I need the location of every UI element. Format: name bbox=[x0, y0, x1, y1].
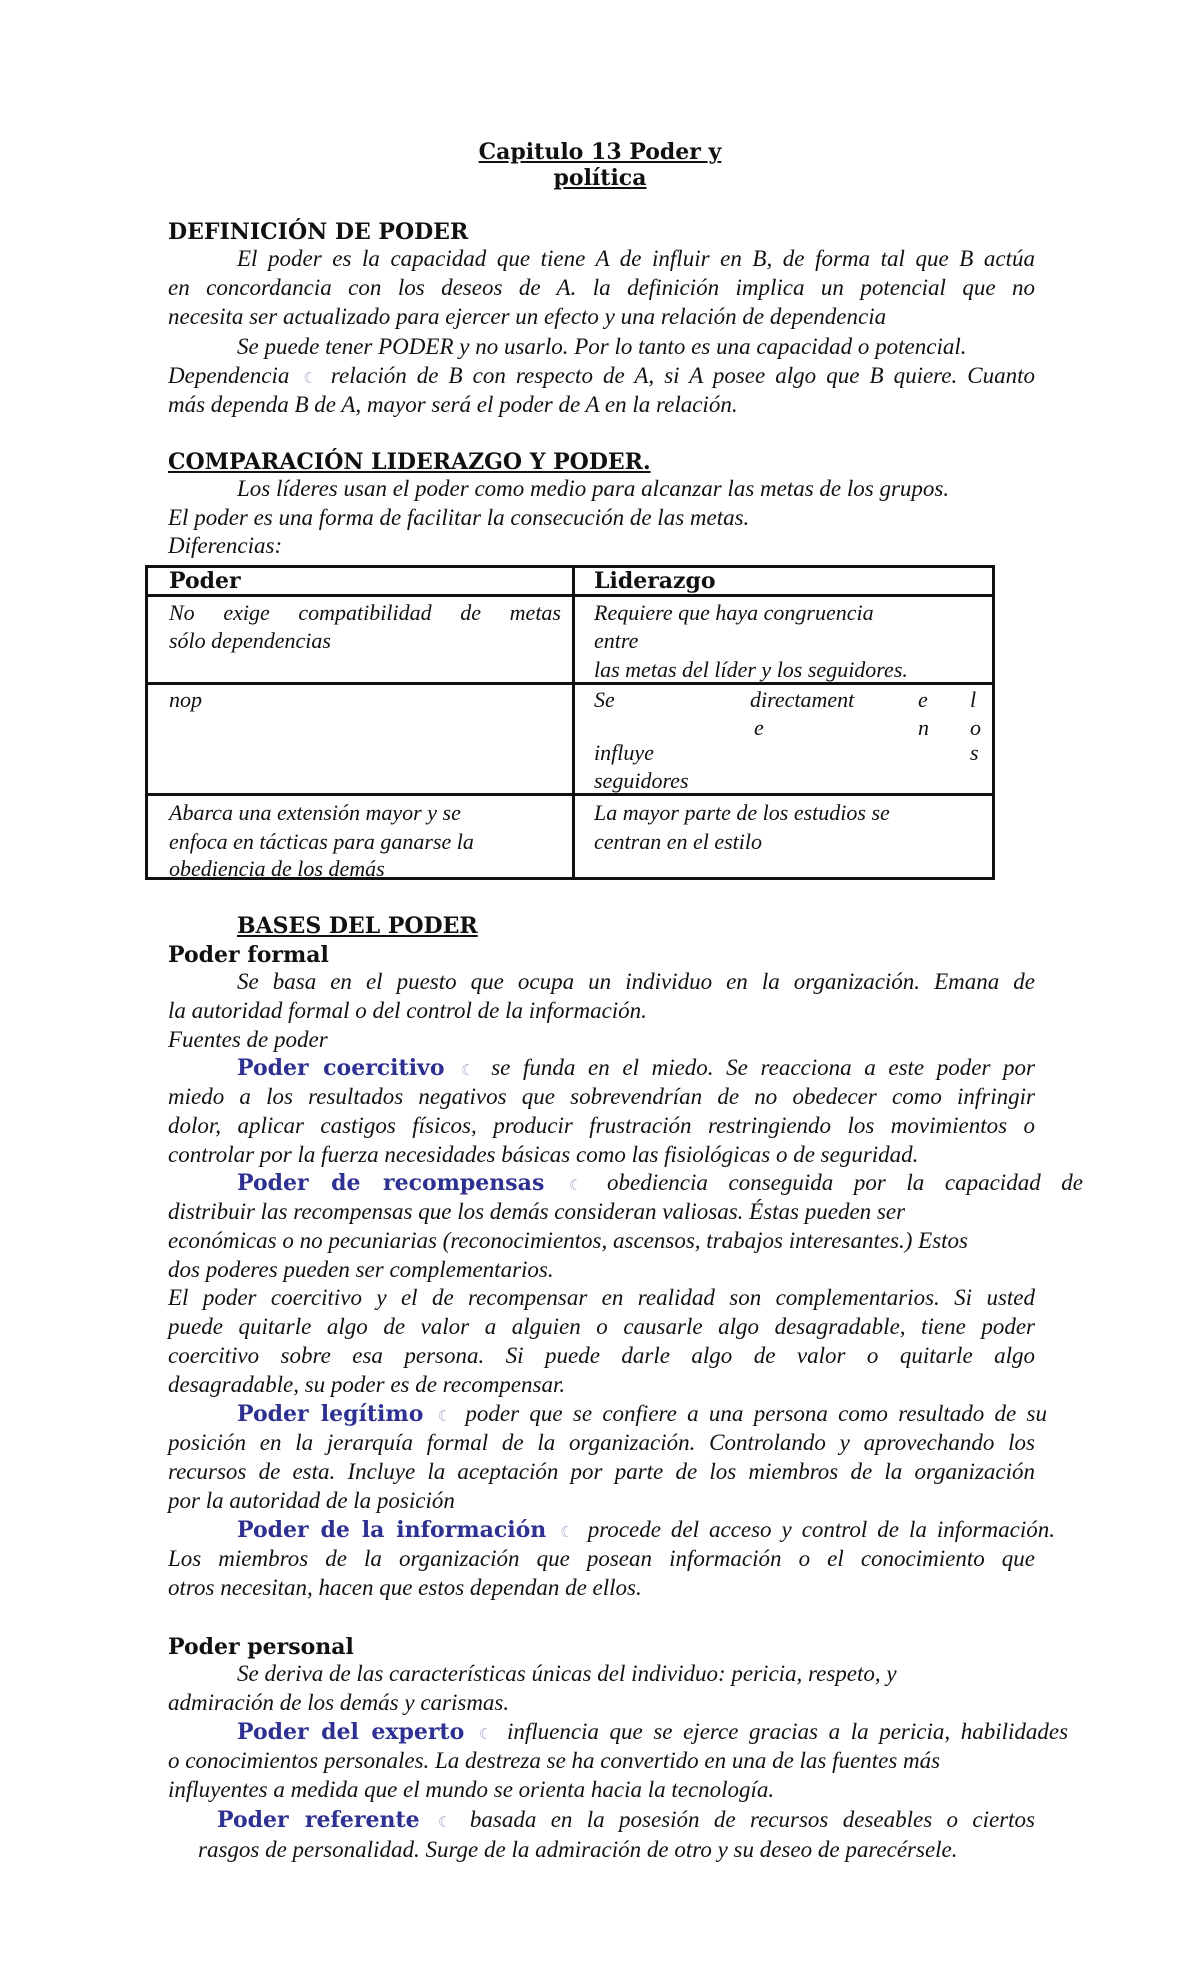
term-line-referente bbox=[217, 1807, 1035, 1837]
crescent-moon-icon: ☾ bbox=[438, 1815, 452, 1831]
table-cell: seguidores bbox=[594, 768, 689, 793]
paragraph-line: influyentes a medida que el mundo se orienta hacia la tecnología. bbox=[168, 1777, 775, 1802]
dependencia-text: relación de B con respecto de A, si A posee algo que B quiere. Cuanto bbox=[330, 363, 1036, 388]
table-cell: l bbox=[970, 687, 977, 712]
paragraph-line: Se puede tener PODER y no usarlo. Por lo tanto es una capacidad o potencial. bbox=[237, 334, 967, 359]
paragraph-line: económicas o no pecuniarias (reconocimientos, ascensos, trabajos interesantes.) Estos bbox=[168, 1228, 968, 1253]
table-column-divider bbox=[572, 568, 575, 877]
paragraph-line: Se basa en el puesto que ocupa un individuo en la organización. Emana de bbox=[237, 969, 1035, 994]
term-definition: basada en la posesión de recursos deseables o ciertos bbox=[469, 1807, 1036, 1832]
paragraph-line: distribuir las recompensas que los demás consideran valiosas. Éstas pueden ser bbox=[168, 1199, 906, 1224]
paragraph-line: controlar por la fuerza necesidades básicas como las fisiológicas o de seguridad. bbox=[168, 1142, 919, 1167]
crescent-moon-icon: ☾ bbox=[478, 1727, 493, 1743]
term-poder-recompensas: Poder de recompensas bbox=[237, 1170, 545, 1196]
table-cell: No exige compatibilidad de metas bbox=[169, 600, 561, 625]
table-divider bbox=[148, 594, 992, 597]
table-cell: nop bbox=[169, 687, 202, 712]
table-cell: Se bbox=[594, 687, 615, 712]
table-cell: s bbox=[970, 740, 979, 765]
paragraph-line: miedo a los resultados negativos que sobrevendrían de no obedecer como infringir bbox=[168, 1084, 1035, 1109]
table-cell: directament bbox=[750, 687, 855, 712]
term-line-legitimo bbox=[237, 1401, 1047, 1431]
paragraph-line: Se deriva de las características únicas del individuo: pericia, respeto, y bbox=[237, 1661, 897, 1686]
paragraph-line: dolor, aplicar castigos físicos, producir frustración restringiendo los movimientos o bbox=[168, 1113, 1035, 1138]
term-definition: procede del acceso y control de la información. bbox=[587, 1517, 1056, 1542]
paragraph-line: Fuentes de poder bbox=[168, 1027, 328, 1052]
paragraph-line: desagradable, su poder es de recompensar. bbox=[168, 1372, 566, 1397]
table-cell: influye bbox=[594, 740, 654, 765]
paragraph-line: El poder es la capacidad que tiene A de influir en B, de forma tal que B actúa bbox=[237, 246, 1035, 271]
comparison-table bbox=[145, 565, 995, 880]
table-header-poder: Poder bbox=[169, 568, 241, 594]
table-cell: La mayor parte de los estudios se bbox=[594, 800, 890, 825]
term-line-recompensas bbox=[237, 1170, 1083, 1200]
table-cell: Requiere que haya congruencia bbox=[594, 600, 874, 625]
document-title-line2: política bbox=[553, 165, 647, 191]
term-definition: influencia que se ejerce gracias a la pericia, habilidades bbox=[506, 1719, 1069, 1744]
paragraph-line: más dependa B de A, mayor será el poder de A en la relación. bbox=[168, 392, 738, 417]
paragraph-line: Los líderes usan el poder como medio para alcanzar las metas de los grupos. bbox=[237, 476, 950, 501]
paragraph-line: Los miembros de la organización que posean información o el conocimiento que bbox=[168, 1546, 1035, 1571]
table-cell: sólo dependencias bbox=[169, 628, 331, 653]
table-cell: entre bbox=[594, 628, 639, 653]
paragraph-line: El poder coercitivo y el de recompensar en realidad son complementarios. Si usted bbox=[168, 1285, 1035, 1310]
term-poder-informacion: Poder de la información bbox=[237, 1517, 547, 1543]
paragraph-line: rasgos de personalidad. Surge de la admiración de otro y su deseo de parecérsele. bbox=[198, 1837, 958, 1862]
crescent-moon-icon: ☾ bbox=[560, 1525, 574, 1541]
term-poder-legitimo: Poder legítimo bbox=[237, 1401, 424, 1427]
paragraph-line: recursos de esta. Incluye la aceptación por parte de los miembros de la organización bbox=[168, 1459, 1035, 1484]
paragraph-line: coercitivo sobre esa persona. Si puede darle algo de valor o quitarle algo bbox=[168, 1343, 1035, 1368]
heading-comparacion: COMPARACIÓN LIDERAZGO Y PODER. bbox=[168, 449, 651, 475]
term-line-experto bbox=[237, 1719, 1068, 1749]
paragraph-line: admiración de los demás y carismas. bbox=[168, 1690, 510, 1715]
paragraph-line: puede quitarle algo de valor a alguien o causarle algo desagradable, tiene poder bbox=[168, 1314, 1035, 1339]
paragraph-line bbox=[168, 363, 1035, 393]
table-cell: o bbox=[970, 715, 981, 740]
heading-bases-del-poder: BASES DEL PODER bbox=[237, 913, 478, 939]
heading-poder-formal: Poder formal bbox=[168, 942, 329, 968]
heading-poder-personal: Poder personal bbox=[168, 1634, 354, 1660]
table-cell: las metas del líder y los seguidores. bbox=[594, 657, 908, 682]
term-line-coercitivo bbox=[237, 1055, 1035, 1085]
paragraph-line: El poder es una forma de facilitar la consecución de las metas. bbox=[168, 505, 750, 530]
table-cell: n bbox=[918, 715, 929, 740]
table-cell: enfoca en tácticas para ganarse la bbox=[169, 829, 474, 854]
table-header-liderazgo: Liderazgo bbox=[594, 568, 716, 594]
term-poder-coercitivo: Poder coercitivo bbox=[237, 1055, 445, 1081]
paragraph-line: en concordancia con los deseos de A. la definición implica un potencial que no bbox=[168, 275, 1035, 300]
table-divider bbox=[148, 793, 992, 796]
table-cell: Abarca una extensión mayor y se bbox=[169, 800, 461, 825]
paragraph-line: posición en la jerarquía formal de la organización. Controlando y aprovechando los bbox=[168, 1430, 1035, 1455]
term-definition: obediencia conseguida por la capacidad de bbox=[607, 1170, 1084, 1195]
term-poder-referente: Poder referente bbox=[217, 1807, 420, 1833]
dependencia-label: Dependencia bbox=[168, 363, 290, 388]
paragraph-line: necesita ser actualizado para ejercer un efecto y una relación de dependencia bbox=[168, 304, 887, 329]
document-title-line1: Capitulo 13 Poder y bbox=[478, 139, 722, 165]
table-cell: e bbox=[918, 687, 928, 712]
paragraph-line: otros necesitan, hacen que estos dependan de ellos. bbox=[168, 1575, 642, 1600]
table-cell: obediencia de los demás bbox=[169, 856, 385, 881]
paragraph-line: o conocimientos personales. La destreza se ha convertido en una de las fuentes más bbox=[168, 1748, 941, 1773]
term-poder-experto: Poder del experto bbox=[237, 1719, 465, 1745]
crescent-moon-icon: ☾ bbox=[437, 1409, 452, 1425]
crescent-moon-icon: ☾ bbox=[303, 371, 317, 387]
term-line-informacion bbox=[237, 1517, 1055, 1547]
crescent-moon-icon: ☾ bbox=[568, 1178, 583, 1194]
paragraph-line: la autoridad formal o del control de la información. bbox=[168, 998, 647, 1023]
term-definition: poder que se confiere a una persona como resultado de su bbox=[465, 1401, 1048, 1426]
paragraph-line: dos poderes pueden ser complementarios. bbox=[168, 1257, 554, 1282]
term-definition: se funda en el miedo. Se reacciona a este poder por bbox=[491, 1055, 1035, 1080]
paragraph-line: por la autoridad de la posición bbox=[168, 1488, 455, 1513]
table-cell: centran en el estilo bbox=[594, 829, 763, 854]
paragraph-line: Diferencias: bbox=[168, 533, 283, 558]
table-cell: e bbox=[754, 715, 764, 740]
crescent-moon-icon: ☾ bbox=[461, 1063, 475, 1079]
heading-definicion: DEFINICIÓN DE PODER bbox=[168, 219, 469, 245]
